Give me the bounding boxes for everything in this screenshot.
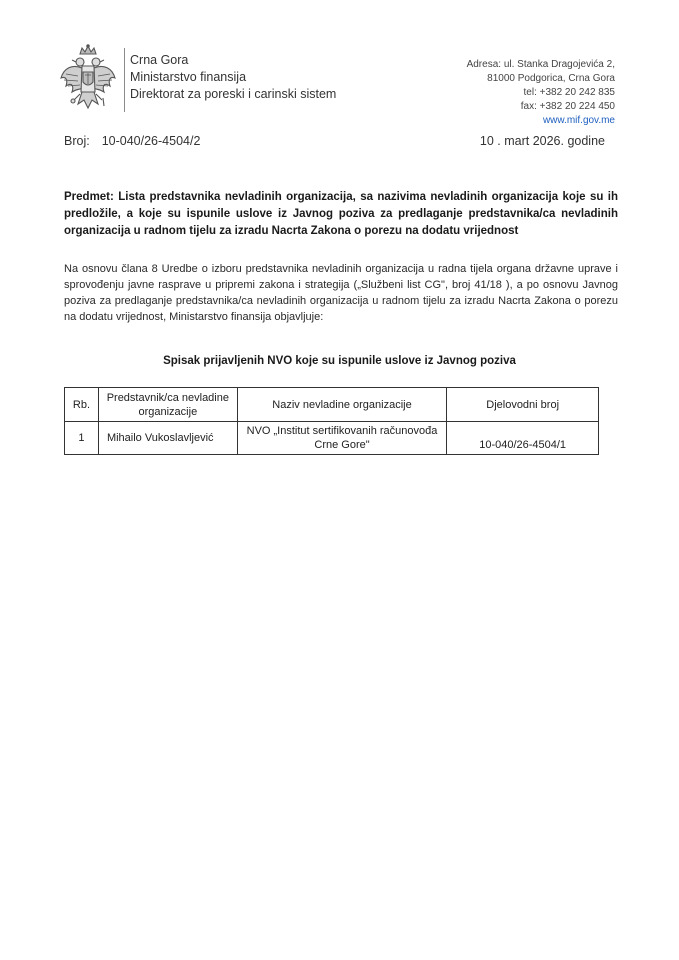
address-phone: tel: +382 20 242 835 [523, 87, 615, 98]
header-predstavnik: Predstavnik/ca nevladine organizacije [98, 388, 237, 422]
cell-rb: 1 [65, 422, 99, 455]
org-ministry: Ministarstvo finansija [130, 70, 247, 84]
cell-naziv: NVO „Institut sertifikovanih računovođa Crne Gore" [237, 422, 447, 455]
org-country: Crna Gora [130, 53, 189, 67]
address-street: Adresa: ul. Stanka Dragojevića 2, [466, 59, 615, 70]
subject-paragraph: Predmet: Lista predstavnika nevladinih organizacija, sa nazivima nevladinih organizacija koje su ih predložile, a koje su ispunile uslove iz Javnog poziva za predlaganje predstavnika/ca nevladinih organizacija u radnom tijelu za izradu Nacrta Zakona o porezu na dodatu vrijednost [64, 191, 618, 237]
intro-paragraph: Na osnovu člana 8 Uredbe o izboru predstavnika nevladinih organizacija u radna tijela organa državne uprave i sprovođenju javne rasprave u pripremi zakona i strategija („Službeni list CG", broj 41/18 ), a po osnovu Javnog poziva za predlaganje predstavnika/ca nevladinih organizacija u radnom tijelu za izradu Nacrta Zakona o porezu na dodatu vrijednost, Ministarstvo finansija objavljuje: [64, 263, 618, 323]
address-fax: fax: +382 20 224 450 [520, 101, 615, 112]
reference-label: Broj: [64, 134, 90, 148]
header-naziv: Naziv nevladine organizacije [237, 388, 447, 422]
table-header-row [65, 388, 599, 422]
org-directorate: Direktorat za poreski i carinski sistem [130, 87, 337, 101]
reference-number [64, 134, 200, 148]
header-broj: Djelovodni broj [447, 388, 599, 422]
document-date: 10 . mart 2026. godine [479, 134, 605, 148]
nvo-table [64, 387, 599, 455]
coat-of-arms-icon [58, 44, 118, 116]
organization-block [130, 52, 336, 103]
list-title: Spisak prijavljenih NVO koje su ispunile uslove iz Javnog poziva [163, 355, 516, 367]
cell-broj: 10-040/26-4504/1 [447, 422, 599, 455]
address-block [467, 58, 615, 128]
website-link[interactable]: www.mif.gov.me [542, 115, 615, 126]
header-divider [124, 48, 125, 112]
address-city: 81000 Podgorica, Crna Gora [487, 73, 615, 84]
header-rb: Rb. [65, 388, 99, 422]
table-row [65, 422, 599, 455]
reference-value: 10-040/26-4504/2 [101, 134, 201, 148]
cell-predstavnik: Mihailo Vukoslavljević [98, 422, 237, 455]
